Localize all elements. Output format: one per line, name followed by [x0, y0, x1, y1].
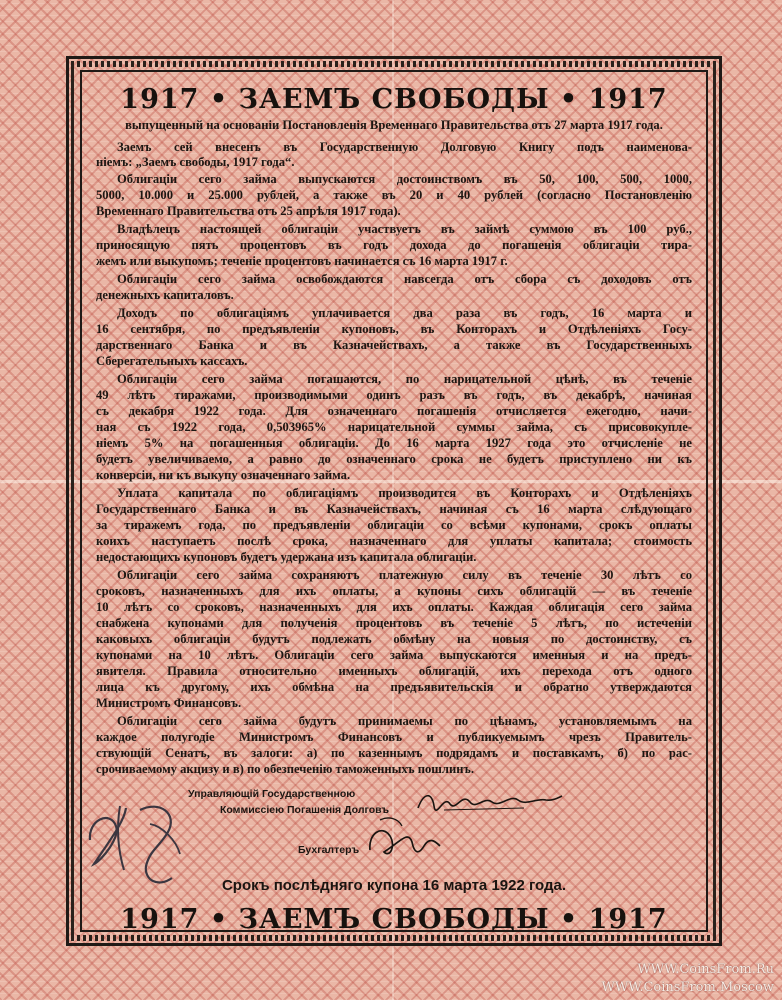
text-line: каковыхъ облигаціи будутъ подлежать обмѣну на новыя по достоинству, съ — [96, 632, 692, 646]
text-line: Заемъ сей внесенъ въ Государственную Долговую Книгу подъ наименова- — [117, 140, 692, 154]
text-line: 5000, 10.000 и 25.000 рублей, а также въ 20 и 40 рублей (согласно Постановленію — [96, 188, 692, 202]
text-line: Облигаціи сего займа погашаются, по нарицательной цѣнѣ, въ теченіе — [117, 372, 692, 386]
text-line: за тиражемъ года, по предъявленіи облигаціи со всѣми купонами, срокъ оплаты — [96, 518, 692, 532]
text-line: 16 сентября, по предъявленіи купоновъ, въ Конторахъ и Отдѣленіяхъ Госу- — [96, 322, 692, 336]
text-line: Облигаціи сего займа будутъ принимаемы по цѣнамъ, установляемымъ на — [117, 714, 692, 728]
text-line: съ декабря 1922 года. Для означеннаго погашенія отчисляется ежегодно, начи- — [96, 404, 692, 418]
text-line: Сберегательныхъ кассахъ. — [96, 354, 248, 368]
accountant-signature — [360, 812, 450, 872]
text-line: явителя. Правила относительно именныхъ облигацій, ихъ перехода отъ одного — [96, 664, 692, 678]
text-line: коихъ наступаетъ послѣ срока, назначеннаго для уплаты капитала; стоимость — [96, 534, 692, 548]
text-line: Министромъ Финансовъ. — [96, 696, 242, 710]
text-line: приносящую пять процентовъ въ годъ дохода до погашенія облигаціи тира- — [96, 238, 692, 252]
text-line: ная съ 1922 года, 0,503965% нарицательной суммы займа, съ присовокупле- — [96, 420, 692, 434]
text-line: дарственнаго Банка и въ Казначействахъ, а также въ Государственныхъ — [96, 338, 692, 352]
title-top: 1917 • ЗАЕМЪ СВОБОДЫ • 1917 — [120, 84, 668, 115]
watermark-line2: WWW.CoinsFrom.Moscow — [601, 980, 774, 995]
text-line: конверсіи, ни къ выкупу означеннаго займа. — [96, 468, 351, 482]
text-line: денежныхъ капиталовъ. — [96, 288, 234, 302]
text-line: 49 лѣтъ тиражами, производимыми одинъ разъ въ годъ, въ декабрѣ, начиная — [96, 388, 692, 402]
text-line: Облигаціи сего займа освобождаются навсегда отъ сбора съ доходовъ отъ — [117, 272, 692, 286]
text-line: будетъ увеличиваемо, а равно до означеннаго срока не будетъ приступлено ни къ — [96, 452, 692, 466]
text-line: сроковъ, назначенныхъ для ихъ оплаты, а купоны сихъ облигацій — въ теченіе — [96, 584, 692, 598]
manager-label-line1: Управляющій Государственною — [188, 788, 356, 800]
text-line: Государственнаго Банка и въ Казначействахъ, начиная съ 16 марта слѣдующаго — [96, 502, 692, 516]
text-line: 10 лѣтъ со сроковъ, назначенныхъ для ихъ оплаты. Каждая облигація сего займа — [96, 600, 692, 614]
text-line: ствующій Сенатъ, въ залоги: а) по казеннымъ подрядамъ и поставкамъ, б) по рас- — [96, 746, 692, 760]
text-line: ніемъ 5% на погашенныя облигаціи. До 16 марта 1927 года это отчисленіе не — [96, 436, 692, 450]
text-line: Облигаціи сего займа сохраняютъ платежную силу въ теченіе 30 лѣтъ со — [117, 568, 692, 582]
text-line: купонами на 10 лѣтъ. Облигаціи сего займа выпускаются именныя и на предъ- — [96, 648, 692, 662]
text-line: срочиваемому акцизу и в) по обезпеченію таможенныхъ пошлинъ. — [96, 762, 474, 776]
text-line: Временнаго Правительства отъ 25 апрѣля 1917 года). — [96, 204, 401, 218]
text-line: недостающихъ купоновъ будетъ удержана изъ капитала облигаціи. — [96, 550, 477, 564]
text-line: лица къ другому, ихъ обмѣна на предъявительскія и обратно утверждаются — [96, 680, 692, 694]
text-line: Облигаціи сего займа выпускаются достоинствомъ въ 50, 100, 500, 1000, — [117, 172, 692, 186]
text-line: жемъ или выкупомъ; теченіе процентовъ начинается съ 16 марта 1917 г. — [96, 254, 508, 268]
text-line: Владѣлецъ настоящей облигаціи участвуетъ въ займѣ суммою въ 100 руб., — [117, 222, 692, 236]
text-line: снабжена купонами для полученія процентовъ въ теченіе 5 лѣтъ, по истеченіи — [96, 616, 692, 630]
watermark-line1: WWW.CoinsFrom.Ru — [637, 962, 774, 977]
title-bottom: 1917 • ЗАЕМЪ СВОБОДЫ • 1917 — [120, 904, 668, 935]
text-line: Уплата капитала по облигаціямъ производится въ Конторахъ и Отдѣленіяхъ — [117, 486, 692, 500]
last-coupon-date: Срокъ послѣдняго купона 16 марта 1922 года. — [221, 877, 567, 894]
text-line: выпущенный на основаніи Постановленія Временнаго Правительства отъ 27 марта 1917 года. — [125, 118, 663, 132]
text-line: ніемъ: „Заемъ свободы, 1917 года“. — [96, 155, 295, 169]
accountant-label: Бухгалтеръ — [298, 844, 360, 856]
text-line: каждое полугодіе Министромъ Финансовъ и публикуемымъ чрезъ Правитель- — [96, 730, 692, 744]
text-line: Доходъ по облигаціямъ уплачивается два раза въ годъ, 16 марта и — [117, 306, 692, 320]
manager-label-line2: Коммиссіею Погашенія Долговъ — [220, 804, 389, 816]
